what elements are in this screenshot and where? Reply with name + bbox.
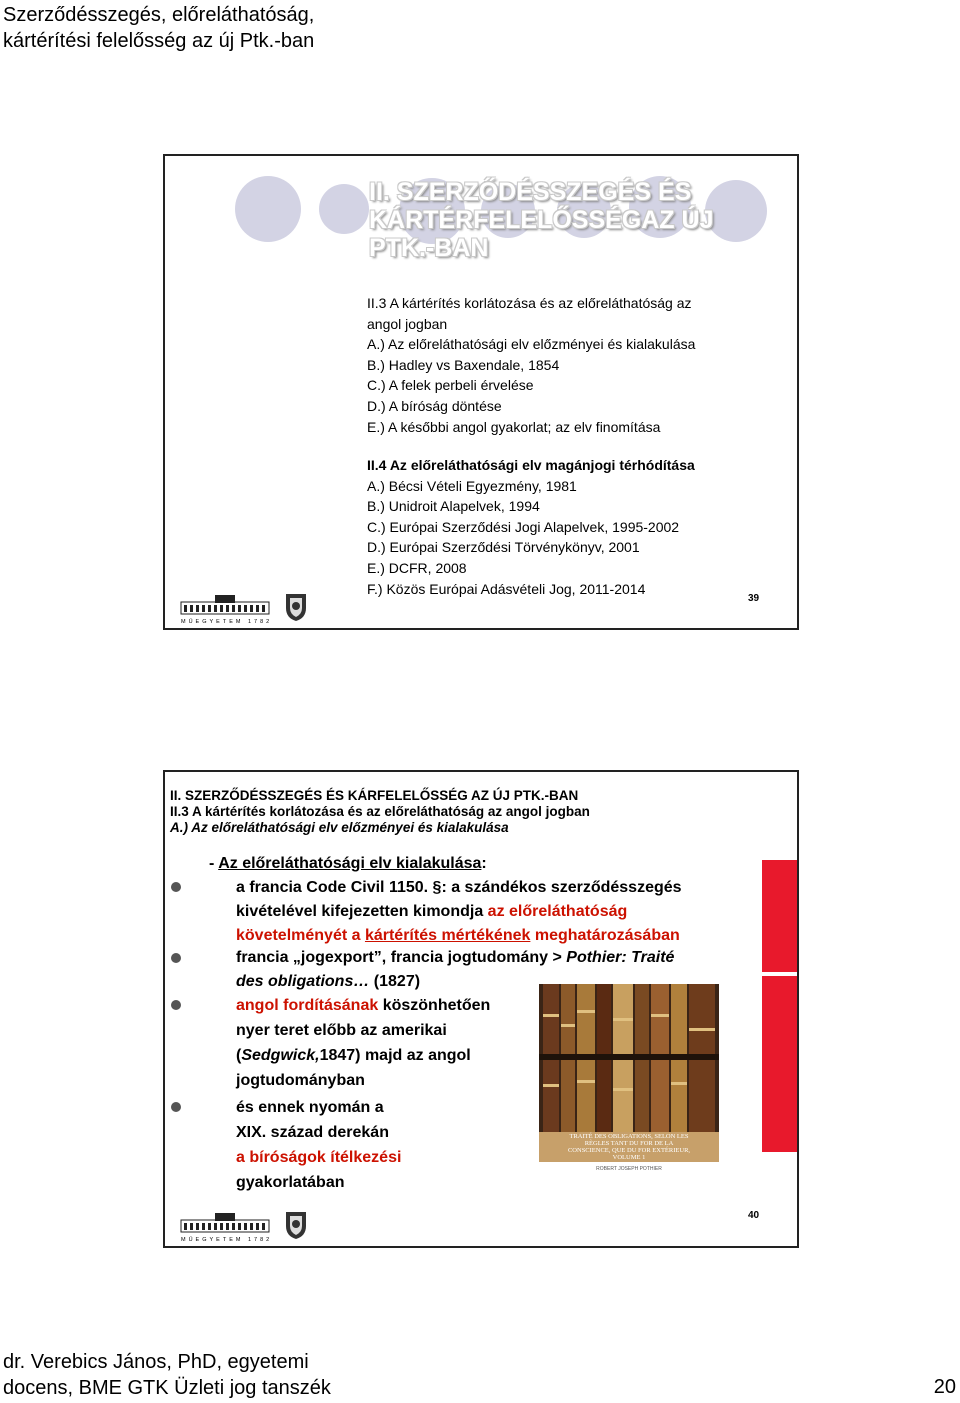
header-line-2: kártérítési felelősség az új Ptk.-ban <box>3 30 315 52</box>
bullet-icon <box>171 953 181 963</box>
document-footer <box>3 1349 331 1401</box>
book-cover-image <box>539 984 719 1162</box>
outline-item: F.) Közös Európai Adásvételi Jog, 2011-2014 <box>367 580 646 597</box>
bme-crest-icon <box>283 1210 309 1240</box>
decorative-circle <box>235 176 301 242</box>
footer-line-1: dr. Verebics János, PhD, egyetemi <box>3 1351 309 1373</box>
document-header <box>3 2 314 54</box>
section-heading: II.3 A kártérítés korlátozása és az előreláthatóság az <box>367 295 692 311</box>
footer-line-2: docens, BME GTK Üzleti jog tanszék <box>3 1377 331 1399</box>
page-number: 20 <box>933 1376 956 1398</box>
heading-line-1: II. SZERZŐDÉSSZEGÉS ÉS KÁRFELELŐSSÉG AZ ÚJ PTK.-BAN <box>170 788 579 803</box>
outline-item: A.) Az előreláthatósági elv előzményei és kialakulása <box>367 336 696 353</box>
svg-text:MŰEGYETEM 1782: MŰEGYETEM 1782 <box>181 619 273 624</box>
outline-item: C.) Európai Szerződési Jogi Alapelvek, 1995-2002 <box>367 518 680 535</box>
outline-item: D.) A bíróság döntése <box>367 397 502 414</box>
outline-section-ii4 <box>367 455 695 599</box>
bullet-icon <box>171 882 181 892</box>
book-author: ROBERT JOSEPH POTHIER <box>596 1166 662 1172</box>
bullet-icon <box>171 1102 181 1112</box>
slide-number: 39 <box>748 593 760 604</box>
outline-item: C.) A felek perbeli érvelése <box>367 377 534 394</box>
outline-section-ii3 <box>367 293 695 437</box>
slide-40 <box>163 770 799 1248</box>
outline-item: B.) Hadley vs Baxendale, 1854 <box>367 356 560 373</box>
book-title-banner: TRAITÉ DES OBLIGATIONS, SELON LES RÈGLES TANT DU FOR DE LA CONSCIENCE, QUE DU FOR EXTÉRIEUR, VOLUME 1 <box>539 1132 719 1162</box>
heading-line-2: II.3 A kártérítés korlátozása és az előreláthatóság az angol jogban <box>170 804 590 819</box>
intro-line: - Az előreláthatósági elv kialakulása: <box>209 855 487 872</box>
slide-39 <box>163 154 799 630</box>
svg-text:MŰEGYETEM 1782: MŰEGYETEM 1782 <box>181 1237 273 1242</box>
red-accent-bar <box>762 976 797 1152</box>
bullet-text-2: francia „jogexport”, francia jogtudomány > Pothier: Traité des obligations… (1827) <box>236 949 675 990</box>
bme-building-logo <box>179 1212 275 1242</box>
bullet-text-4: és ennek nyomán a XIX. század derekán a bíróságok ítélkezési gyakorlatában <box>236 1099 402 1191</box>
slide-number: 40 <box>748 1210 760 1221</box>
decorative-circle <box>319 184 369 234</box>
heading-line-3: A.) Az előreláthatósági elv előzményei és kialakulása <box>170 820 509 835</box>
section-heading: angol jogban <box>367 315 448 332</box>
section-heading: II.4 Az előreláthatósági elv magánjogi térhódítása <box>367 457 695 473</box>
outline-item: B.) Unidroit Alapelvek, 1994 <box>367 498 540 515</box>
outline-item: E.) A későbbi angol gyakorlat; az elv finomítása <box>367 418 661 435</box>
slide-title: II. SZERZŐDÉSSZEGÉS ÉS KÁRTÉRFELELŐSSÉGAZ ÚJ PTK.-BAN <box>369 178 714 262</box>
slide-heading <box>170 788 590 836</box>
outline-item: A.) Bécsi Vételi Egyezmény, 1981 <box>367 477 577 494</box>
bme-building-logo <box>179 594 275 624</box>
bme-crest-icon <box>283 592 309 622</box>
outline-item: D.) Európai Szerződési Törvénykönyv, 2001 <box>367 539 640 556</box>
bullet-text-3: angol fordításának köszönhetően nyer teret előbb az amerikai (Sedgwick,1847) majd az angol jogtudományban <box>236 997 491 1089</box>
bullet-icon <box>171 1000 181 1010</box>
outline-item: E.) DCFR, 2008 <box>367 559 467 576</box>
red-accent-bar <box>762 860 797 972</box>
bullet-text-1: a francia Code Civil 1150. §: a szándékos szerződésszegés kivételével kifejezetten kimondja az előreláthatóság követelményét a kártérítés mértékének meghatározásában <box>236 879 682 944</box>
header-line-1: Szerződésszegés, előreláthatóság, <box>3 4 315 26</box>
bookshelf-illustration <box>539 984 719 1134</box>
